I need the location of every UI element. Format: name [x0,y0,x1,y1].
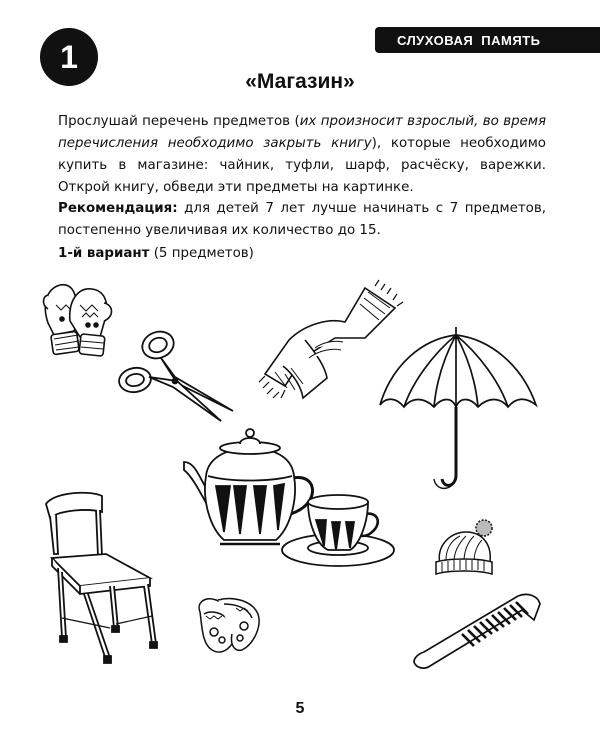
chair-picture [40,488,170,668]
instruction-part2: ), которые необходимо купить в магазине: чайник, туфли, шарф, расчёску, варежки. Открой книгу, обведи эти предметы на картинке. [58,136,546,195]
instruction-italic: их произносит взрослый, во время перечисления необходимо закрыть книгу [58,114,546,151]
instruction-part1: Прослушай перечень предметов ( [58,114,300,129]
scissors-picture [115,325,240,425]
page-number: 5 [295,700,305,717]
shoes-picture [192,592,267,662]
exercise-number: 1 [40,28,98,86]
umbrella-picture [372,325,542,505]
recommendation [58,198,546,242]
variant-text: (5 предметов) [149,246,254,261]
page-title: «Магазин» [245,70,355,93]
cup-picture [280,492,400,577]
variant [58,243,546,265]
comb-picture [412,592,542,672]
mittens-picture [40,275,120,360]
recommendation-text: для детей 7 лет лучше начинать с 7 предметов, постепенно увеличивая их количество до 15. [58,201,546,238]
section-label: СЛУХОВАЯ ПАМЯТЬ [375,27,600,53]
recommendation-label: Рекомендация: [58,201,178,216]
instruction-text [58,111,546,199]
hat-picture [432,518,500,580]
variant-label: 1-й вариант [58,246,150,261]
